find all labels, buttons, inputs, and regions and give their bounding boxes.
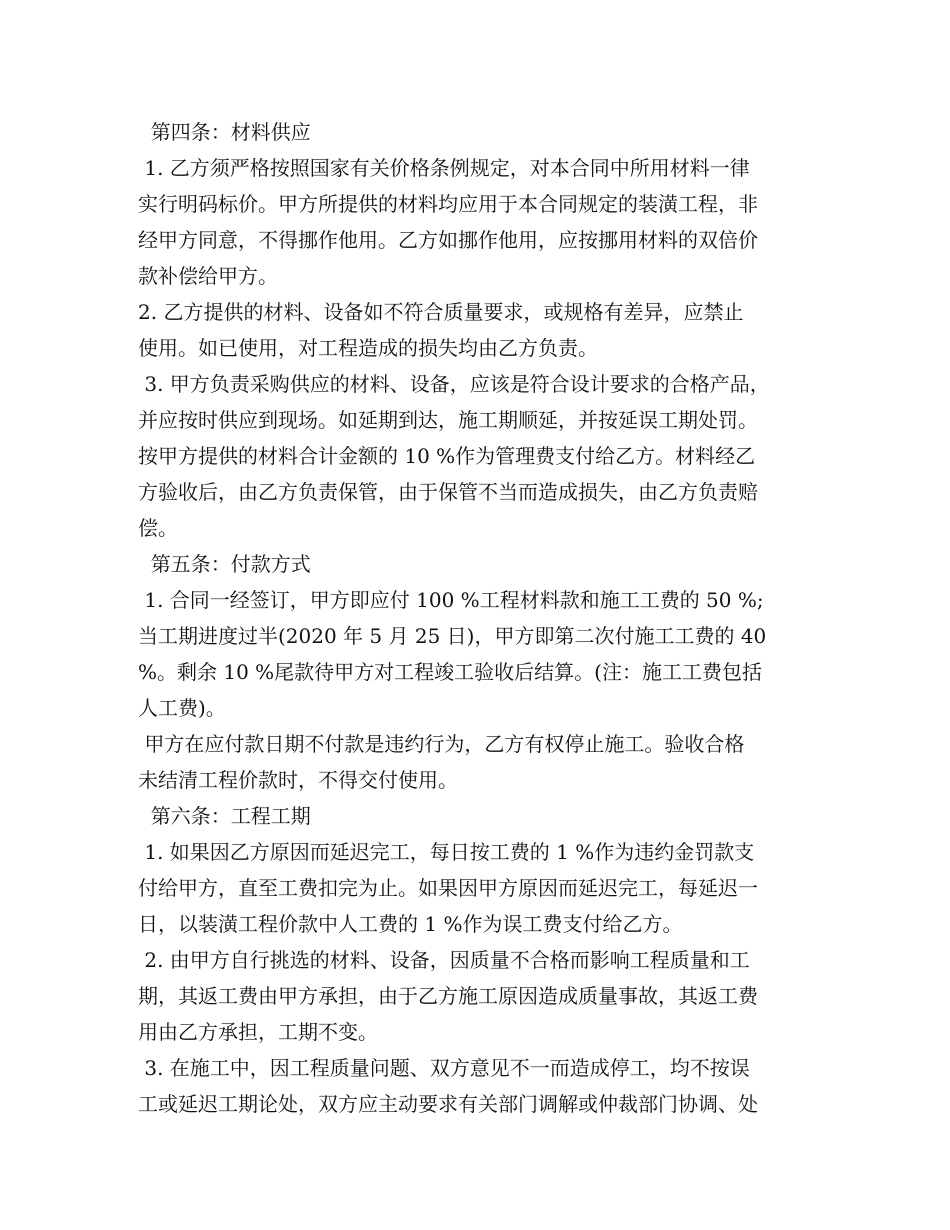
text-line: 用由乙方承担，工期不变。 bbox=[138, 1020, 378, 1044]
text-line: %。剩余 10 %尾款待甲方对工程竣工验收后结算。(注：施工工费包括 bbox=[138, 660, 762, 684]
text-line: 工或延迟工期论处，双方应主动要求有关部门调解或仲裁部门协调、处 bbox=[138, 1092, 758, 1116]
text-line: 偿。 bbox=[138, 516, 178, 540]
contract-text-body bbox=[138, 114, 818, 1122]
text-line: 当工期进度过半(2020 年 5 月 25 日)，甲方即第二次付施工工费的 40 bbox=[138, 624, 767, 648]
section-heading: 第四条：材料供应 bbox=[138, 120, 311, 144]
text-line: 1. 如果因乙方原因而延迟完工，每日按工费的 1 %作为违约金罚款支 bbox=[138, 840, 755, 864]
text-line: 按甲方提供的材料合计金额的 10 %作为管理费支付给乙方。材料经乙 bbox=[138, 444, 756, 468]
text-line: 1. 乙方须严格按照国家有关价格条例规定，对本合同中所用材料一律 bbox=[138, 156, 750, 180]
text-line: 方验收后，由乙方负责保管，由于保管不当而造成损失，由乙方负责赔 bbox=[138, 480, 758, 504]
section-heading: 第六条：工程工期 bbox=[138, 804, 311, 828]
section-heading: 第五条：付款方式 bbox=[138, 552, 311, 576]
text-line: 并应按时供应到现场。如延期到达，施工期顺延，并按延误工期处罚。 bbox=[138, 408, 758, 432]
text-line: 使用。如已使用，对工程造成的损失均由乙方负责。 bbox=[138, 336, 598, 360]
text-line: 实行明码标价。甲方所提供的材料均应用于本合同规定的装潢工程，非 bbox=[138, 192, 758, 216]
text-line: 期，其返工费由甲方承担，由于乙方施工原因造成质量事故，其返工费 bbox=[138, 984, 758, 1008]
text-line: 3. 甲方负责采购供应的材料、设备，应该是符合设计要求的合格产品， bbox=[138, 372, 770, 396]
text-line: 经甲方同意，不得挪作他用。乙方如挪作他用，应按挪用材料的双倍价 bbox=[138, 228, 758, 252]
text-line: 甲方在应付款日期不付款是违约行为，乙方有权停止施工。验收合格 bbox=[138, 732, 745, 756]
text-line: 日，以装潢工程价款中人工费的 1 %作为误工费支付给乙方。 bbox=[138, 912, 683, 936]
text-line: 人工费)。 bbox=[138, 696, 226, 720]
text-line: 2. 由甲方自行挑选的材料、设备，因质量不合格而影响工程质量和工 bbox=[138, 948, 750, 972]
text-line: 1. 合同一经签订，甲方即应付 100 %工程材料款和施工工费的 50 %; bbox=[138, 588, 764, 612]
text-line: 未结清工程价款时，不得交付使用。 bbox=[138, 768, 458, 792]
text-line: 付给甲方，直至工费扣完为止。如果因甲方原因而延迟完工，每延迟一 bbox=[138, 876, 758, 900]
text-line: 3. 在施工中，因工程质量问题、双方意见不一而造成停工，均不按误 bbox=[138, 1056, 750, 1080]
text-line: 2. 乙方提供的材料、设备如不符合质量要求，或规格有差异，应禁止 bbox=[138, 300, 744, 324]
text-line: 款补偿给甲方。 bbox=[138, 264, 278, 288]
